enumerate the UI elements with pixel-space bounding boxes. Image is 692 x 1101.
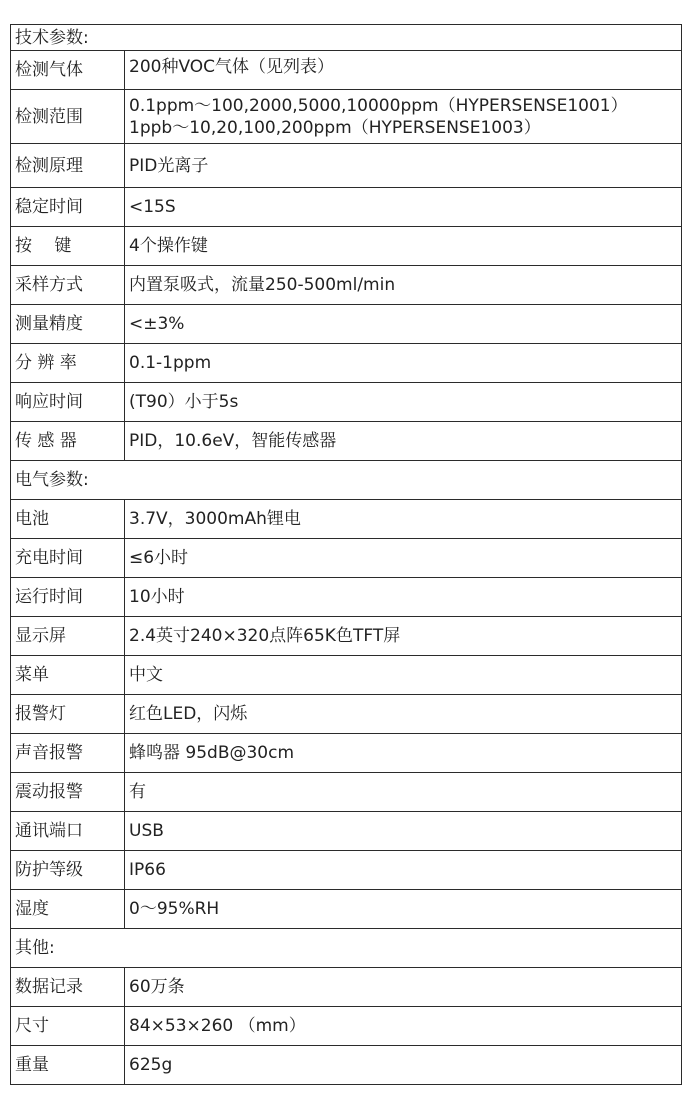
param-value-line: 0.1ppm～100,2000,5000,10000ppm（HYPERSENSE1001）	[129, 95, 628, 116]
table-row	[11, 51, 682, 90]
param-value: 2.4英寸240×320点阵65K色TFT屏	[125, 617, 682, 656]
param-label: 按 键	[11, 227, 125, 266]
table-row	[11, 500, 682, 539]
table-row	[11, 617, 682, 656]
table-row	[11, 344, 682, 383]
param-label: 稳定时间	[11, 188, 125, 227]
section-header-row	[11, 25, 682, 51]
param-label: 防护等级	[11, 851, 125, 890]
param-label: 检测原理	[11, 144, 125, 188]
table-row	[11, 890, 682, 929]
section-header: 电气参数:	[11, 461, 682, 500]
table-row	[11, 1046, 682, 1085]
param-label: 尺寸	[11, 1007, 125, 1046]
param-label: 测量精度	[11, 305, 125, 344]
table-row	[11, 578, 682, 617]
param-label: 分 辨 率	[11, 344, 125, 383]
section-header: 技术参数:	[11, 25, 682, 51]
param-label: 电池	[11, 500, 125, 539]
param-label: 通讯端口	[11, 812, 125, 851]
param-value: <±3%	[125, 305, 682, 344]
section-header-row	[11, 929, 682, 968]
param-label: 报警灯	[11, 695, 125, 734]
param-value: IP66	[125, 851, 682, 890]
param-value: 蜂鸣器 95dB@30cm	[125, 734, 682, 773]
param-label: 声音报警	[11, 734, 125, 773]
section-header: 其他:	[11, 929, 682, 968]
param-value: 10小时	[125, 578, 682, 617]
param-value: 0～95%RH	[125, 890, 682, 929]
param-value: 625g	[125, 1046, 682, 1085]
param-label: 数据记录	[11, 968, 125, 1007]
table-row	[11, 144, 682, 188]
param-label: 湿度	[11, 890, 125, 929]
param-value-line: 1ppb～10,20,100,200ppm（HYPERSENSE1003）	[129, 117, 541, 138]
param-value: 红色LED，闪烁	[125, 695, 682, 734]
table-row	[11, 812, 682, 851]
param-value: 中文	[125, 656, 682, 695]
param-label: 充电时间	[11, 539, 125, 578]
section-header-row	[11, 461, 682, 500]
table-row	[11, 90, 682, 144]
param-value: 0.1-1ppm	[125, 344, 682, 383]
table-row	[11, 734, 682, 773]
table-row	[11, 1007, 682, 1046]
param-value	[125, 90, 682, 144]
spec-table	[10, 24, 682, 1085]
param-value: 有	[125, 773, 682, 812]
param-label: 响应时间	[11, 383, 125, 422]
param-label: 显示屏	[11, 617, 125, 656]
param-label: 采样方式	[11, 266, 125, 305]
param-value: (T90）小于5s	[125, 383, 682, 422]
param-value: 3.7V，3000mAh锂电	[125, 500, 682, 539]
table-row	[11, 266, 682, 305]
param-label: 检测范围	[11, 90, 125, 144]
param-value: 4个操作键	[125, 227, 682, 266]
param-value: 84×53×260 （mm）	[125, 1007, 682, 1046]
param-label: 重量	[11, 1046, 125, 1085]
param-label: 检测气体	[11, 51, 125, 90]
table-row	[11, 695, 682, 734]
table-row	[11, 539, 682, 578]
table-row	[11, 851, 682, 890]
param-value: PID光离子	[125, 144, 682, 188]
param-label: 菜单	[11, 656, 125, 695]
param-value: ≤6小时	[125, 539, 682, 578]
param-value: PID，10.6eV，智能传感器	[125, 422, 682, 461]
param-label: 运行时间	[11, 578, 125, 617]
table-row	[11, 422, 682, 461]
table-row	[11, 227, 682, 266]
param-value: USB	[125, 812, 682, 851]
table-row	[11, 188, 682, 227]
param-label: 震动报警	[11, 773, 125, 812]
param-value: <15S	[125, 188, 682, 227]
param-value: 200种VOC气体（见列表）	[125, 51, 682, 90]
table-row	[11, 656, 682, 695]
table-row	[11, 383, 682, 422]
table-row	[11, 968, 682, 1007]
table-row	[11, 305, 682, 344]
param-value: 内置泵吸式，流量250-500ml/min	[125, 266, 682, 305]
table-row	[11, 773, 682, 812]
param-label: 传 感 器	[11, 422, 125, 461]
param-value: 60万条	[125, 968, 682, 1007]
